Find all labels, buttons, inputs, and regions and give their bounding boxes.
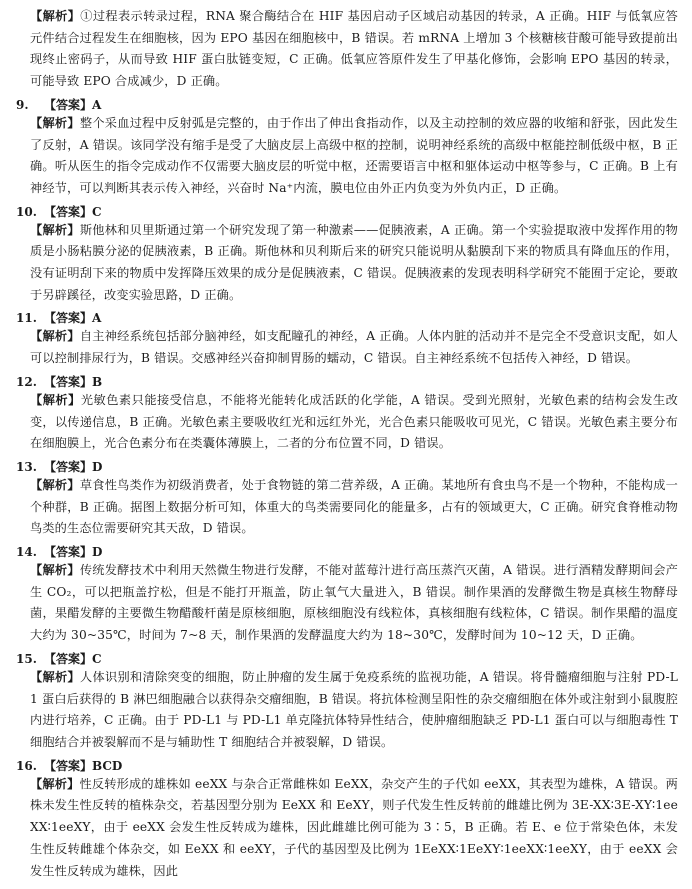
explanation [16,390,678,455]
answer-item-11 [16,310,678,369]
answer-line [16,374,678,390]
answer-tag: 【答案】 [44,311,93,326]
explanation-tag: 【解析】 [30,669,80,684]
answer-tag: 【答案】 [44,459,93,474]
answer-tag: 【答案】 [44,651,93,666]
answer-line [16,97,678,113]
answer-value: D [92,459,103,474]
answer-value: B [92,374,103,389]
answer-item-13 [16,459,678,540]
question-number: 15. [16,651,37,666]
answer-item-12 [16,374,678,455]
explanation-tag: 【解析】 [30,563,80,578]
answer-line [16,758,678,774]
explanation-tag: 【解析】 [30,9,81,23]
answer-line [16,544,678,560]
question-number: 14. [16,545,37,560]
explanation [16,220,678,307]
explanation [16,326,678,369]
explanation [16,6,678,93]
explanation-text: 斯他林和贝里斯通过第一个研究发现了第一种激素——促胰液素，A 正确。第一个实验提取液中发挥作用的物质是小肠粘膜分泌的促胰液素，B 正确。斯他林和贝利斯后来的研究只能说明从黏膜刮下来的物质具有降血压的作用，没有证明刮下来的物质中发挥降压效果的成分是促胰液素，C 错误。促胰液素的发现表明科学研究不能囿于定论，要敢于另辟蹊径，改变实验思路，D 正确。 [30,222,678,302]
answer-line [16,651,678,667]
answer-item-10 [16,204,678,307]
question-number: 16. [16,758,37,773]
answer-item-15 [16,651,678,754]
explanation-text: 草食性鸟类作为初级消费者，处于食物链的第二营养级，A 正确。某地所有食虫鸟不是一个物种，不能构成一个种群，B 正确。据图上数据分析可知，体重大的鸟类需要同化的能量多，占有的领域更大，C 正确。研究食脊椎动物鸟类的生态位需要研究其天敌，D 错误。 [30,477,678,536]
answer-value: C [92,204,102,219]
explanation-text: 光敏色素只能接受信息，不能将光能转化成活跃的化学能，A 错误。受到光照射，光敏色素的结构会发生改变，以传递信息，B 正确。光敏色素主要吸收红光和远红外光，光合色素只能吸收可见光，C 错误。光敏色素主要分布在细胞膜上，光合色素分布在类囊体薄膜上，二者的分布位置不同，D 错误。 [30,392,679,451]
explanation-tag: 【解析】 [30,477,80,492]
answer-tag: 【答案】 [44,545,93,560]
question-number: 10. [16,204,37,219]
explanation-text: ①过程表示转录过程，RNA 聚合酶结合在 HIF 基因启动子区域启动基因的转录，A 正确。HIF 与低氧应答元件结合过程发生在细胞核，因为 EPO 基因在细胞核中，B 错误。若 mRNA 上增加 3 个核糖核苷酸可能导致提前出现终止密码子，从而导致 HIF 蛋白肽链变短，C 正确。低氧应答原件发生了甲基化修饰，会影响 EPO 基因的转录，可能导致 EPO 合成减少，D 正确。 [30,9,678,89]
explanation-tag: 【解析】 [30,222,80,237]
question-number: 13. [16,459,37,474]
answer-value: BCD [92,758,123,773]
explanation-tag: 【解析】 [30,329,80,344]
answer-item-14 [16,544,678,647]
explanation [16,774,678,883]
question-number: 9. [16,97,29,112]
answer-tag: 【答案】 [44,374,93,389]
explanation-tag: 【解析】 [30,776,80,791]
answer-item-16 [16,758,678,883]
answer-tag: 【答案】 [44,97,93,112]
explanation [16,560,678,647]
explanation [16,667,678,754]
answer-item-9 [16,97,678,200]
explanation-text: 传统发酵技术中利用天然微生物进行发酵，不能对蓝莓汁进行高压蒸汽灭菌，A 错误。进行酒精发酵期间会产生 CO₂，可以把瓶盖拧松，但是不能打开瓶盖，防止氧气大量进入，B 错误。制作果酒的发酵微生物是真核生物酵母菌，果醋发酵的主要微生物醋酸杆菌是原核细胞，原核细胞没有线粒体，真核细胞有线粒体，C 错误。制作果醋的温度大约为 30~35℃，时间为 7~8 天，制作果酒的发酵温度大约为 18~30℃，发酵时间为 10~12 天，D 正确。 [30,563,678,643]
explanation-tag: 【解析】 [30,392,81,407]
answer-value: D [92,545,103,560]
question-number: 11. [16,311,37,326]
answer-line [16,204,678,220]
explanation [16,113,678,200]
answer-line [16,310,678,326]
explanation-tag: 【解析】 [30,115,80,130]
answer-tag: 【答案】 [44,204,93,219]
answer-line [16,459,678,475]
answer-value: A [92,311,102,326]
explanation-text: 性反转形成的雄株如 eeXX 与杂合正常雌株如 EeXX，杂交产生的子代如 eeXX，其表型为雄株，A 错误。两株未发生性反转的植株杂交，若基因型分别为 EeXX 和 EeXY，则子代发生性反转前的雌雄比例为 3E-XX∶3E-XY∶1eeXX∶1eeXY，由于 eeXX 会发生性反转成为雄株，因此雌雄比例可能为 3∶5，B 正确。若 E、e 位于常染色体，未发生性反转雌雄个体杂交，如 EeXX 和 eeXY，子代的基因型及比例为 1EeXX∶1EeXY∶1eeXX∶1eeXY，由于 eeXX 会发生性反转成为雄株，因此 [30,776,678,878]
answer-tag: 【答案】 [44,758,93,773]
explanation [16,475,678,540]
explanation-text: 人体识别和清除突变的细胞，防止肿瘤的发生属于免疫系统的监视功能，A 错误。将骨髓瘤细胞与注射 PD-L1 蛋白后获得的 B 淋巴细胞融合以获得杂交瘤细胞，B 错误。将抗体检测呈阳性的杂交瘤细胞在体外或注射到小鼠腹腔内进行培养，C 正确。由于 PD-L1 与 PD-L1 单克隆抗体特异性结合，使肿瘤细胞缺乏 PD-L1 蛋白可以与细胞毒性 T 细胞结合并被裂解而不是与辅助性 T 细胞结合并被裂解，D 错误。 [30,669,679,749]
answer-value: A [92,97,102,112]
explanation-text: 整个采血过程中反射弧是完整的，由于作出了伸出食指动作，以及主动控制的效应器的收缩和舒张，因此发生了反射，A 错误。该同学没有缩手是受了大脑皮层上高级中枢的控制，说明神经系统的高级中枢能控制低级中枢，B 正确。听从医生的指令完成动作不仅需要大脑皮层的听觉中枢，还需要语言中枢和躯体运动中枢等参与，C 正确。B 上有神经节，可以判断其表示传入神经，兴奋时 Na⁺内流，膜电位由外正内负变为外负内正，D 正确。 [30,115,678,195]
question-number: 12. [16,374,37,389]
explanation-text: 自主神经系统包括部分脑神经，如支配瞳孔的神经，A 正确。人体内脏的活动并不是完全不受意识支配，如人可以控制排尿行为，B 错误。交感神经兴奋抑制胃肠的蠕动，C 错误。自主神经系统不包括传入神经，D 错误。 [30,329,678,366]
answer-item-8 [16,6,678,93]
answer-value: C [92,651,102,666]
